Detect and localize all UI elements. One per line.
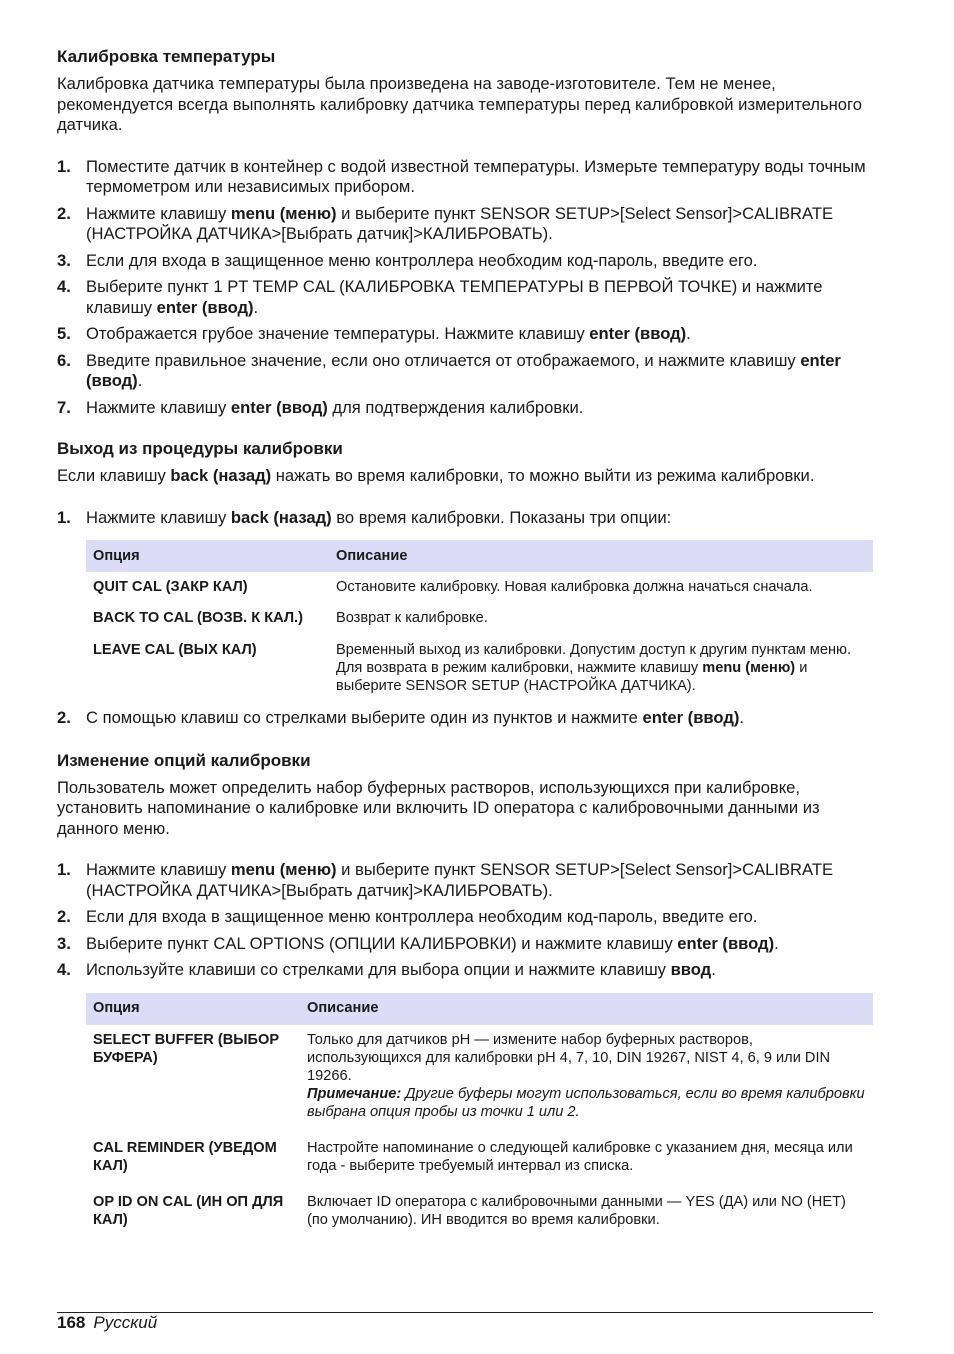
step-text: . xyxy=(686,324,691,343)
key-name: enter (ввод) xyxy=(230,397,328,417)
list-item xyxy=(57,351,873,392)
list-item xyxy=(57,934,873,955)
step-text: . xyxy=(774,933,779,953)
key-name: enter (ввод) xyxy=(589,324,687,343)
list-item xyxy=(57,907,873,928)
step-text: для подтверждения калибровки. xyxy=(327,397,584,417)
steps-list xyxy=(57,860,873,981)
table-row xyxy=(86,602,873,633)
step-text: . xyxy=(739,708,744,727)
option-name: OP ID ON CAL (ИН ОП ДЛЯ КАЛ) xyxy=(93,1193,284,1228)
step-text: Введите правильное значение, если оно отличается от отображаемого, и нажмите клавишу xyxy=(86,350,801,370)
step-text: Используйте клавиши со стрелками для выбора опции и нажмите клавишу xyxy=(86,960,671,979)
step-number: 4. xyxy=(57,960,71,979)
step-text: Нажмите клавишу xyxy=(86,397,231,417)
step-text: и выберите пункт SENSOR SETUP>[Select Sensor]>CALIBRATE (НАСТРОЙКА ДАТЧИКА>[Выбрать датчик]>КАЛИБРОВАТЬ). xyxy=(86,203,834,243)
section-heading-exit-calibration: Выход из процедуры калибровки xyxy=(57,439,343,458)
list-item xyxy=(57,157,873,198)
description-text: Временный выход из калибровки. Допустим доступ к другим пунктам меню. Для возврата в режим калибровки, нажмите клавишу xyxy=(336,642,852,676)
step-number: 1. xyxy=(57,507,71,527)
list-item xyxy=(57,398,873,419)
step-number: 3. xyxy=(57,250,71,270)
note xyxy=(307,1085,866,1121)
table-header-description: Описание xyxy=(300,993,873,1025)
table-row xyxy=(86,1025,873,1134)
key-name: menu (меню) xyxy=(702,660,796,676)
step-text: С помощью клавиш со стрелками выберите один из пунктов и нажмите xyxy=(86,708,643,727)
option-description: Настройте напоминание о следующей калибровке с указанием дня, месяца или года - выберите требуемый интервал из списка. xyxy=(307,1139,853,1174)
list-item xyxy=(57,204,873,245)
page-number: 168 xyxy=(57,1313,86,1332)
option-description xyxy=(329,633,873,701)
intro-text: Если клавишу xyxy=(57,466,171,485)
option-name: CAL REMINDER (УВЕДОМ КАЛ) xyxy=(93,1139,277,1174)
section-intro: Пользователь может определить набор буферных растворов, использующихся при калибровке, установить напоминание о калибровке или включить ID оператора с калибровочными данными из данного меню. xyxy=(57,777,820,838)
step-text: Нажмите клавишу xyxy=(86,203,231,223)
section-heading-calibration-options: Изменение опций калибровки xyxy=(57,750,311,770)
steps-list xyxy=(57,508,873,529)
step-text: Выберите пункт CAL OPTIONS (ОПЦИИ КАЛИБРОВКИ) и нажмите клавишу xyxy=(86,933,678,953)
table-header-option: Опция xyxy=(86,540,329,572)
list-item xyxy=(57,277,873,318)
steps-list xyxy=(57,157,873,419)
key-name: enter (ввод) xyxy=(86,350,841,390)
options-table-calibration xyxy=(86,993,873,1235)
step-number: 2. xyxy=(57,203,71,223)
footer-divider xyxy=(57,1312,873,1313)
step-text: Нажмите клавишу xyxy=(86,507,231,527)
step-number: 1. xyxy=(57,860,71,879)
key-name: back (назад) xyxy=(230,507,332,527)
step-text: Если для входа в защищенное меню контроллера необходим код-пароль, введите его. xyxy=(86,907,758,926)
option-name: SELECT BUFFER (ВЫБОР БУФЕРА) xyxy=(93,1031,280,1066)
section-intro xyxy=(57,466,873,487)
intro-text: нажать во время калибровки, то можно выйти из режима калибровки. xyxy=(271,466,815,485)
option-description: Возврат к калибровке. xyxy=(336,610,488,626)
section-intro: Калибровка датчика температуры была произведена на заводе-изготовителе. Тем не менее, рекомендуется всегда выполнять калибровку датчика температуры перед калибровкой измерительного датчика. xyxy=(57,74,862,134)
option-name: BACK TO CAL (ВОЗВ. К КАЛ.) xyxy=(93,610,303,626)
note-text: Другие буферы могут использоваться, если во время калибровки выбрана опция пробы из точки 1 или 2. xyxy=(307,1085,865,1120)
list-item xyxy=(57,324,873,345)
table-header-row xyxy=(86,540,873,572)
key-name: enter (ввод) xyxy=(156,297,254,317)
step-text: Нажмите клавишу xyxy=(86,860,231,879)
step-text: Если для входа в защищенное меню контроллера необходим код-пароль, введите его. xyxy=(86,250,758,270)
list-item xyxy=(57,960,873,981)
section-heading-temperature-calibration: Калибровка температуры xyxy=(57,47,276,66)
list-item xyxy=(57,708,873,729)
note-label: Примечание: xyxy=(307,1085,402,1102)
step-text: Выберите пункт 1 PT TEMP CAL (КАЛИБРОВКА ТЕМПЕРАТУРЫ В ПЕРВОЙ ТОЧКЕ) и нажмите клавишу xyxy=(86,277,823,317)
step-number: 7. xyxy=(57,397,71,417)
footer-language: Русский xyxy=(93,1313,158,1332)
step-number: 2. xyxy=(57,907,71,926)
key-name: enter (ввод) xyxy=(642,708,740,727)
steps-list xyxy=(57,708,873,729)
description-text: и выберите SENSOR SETUP (НАСТРОЙКА ДАТЧИКА). xyxy=(336,660,808,694)
step-number: 2. xyxy=(57,708,71,727)
step-text: и выберите пункт SENSOR SETUP>[Select Sensor]>CALIBRATE (НАСТРОЙКА ДАТЧИКА>[Выбрать датчик]>КАЛИБРОВАТЬ). xyxy=(86,860,834,900)
table-row xyxy=(86,1134,873,1188)
option-description: Остановите калибровку. Новая калибровка должна начаться сначала. xyxy=(336,579,813,595)
table-row xyxy=(86,1188,873,1235)
step-number: 4. xyxy=(57,277,71,296)
table-row xyxy=(86,633,873,701)
list-item xyxy=(57,508,873,529)
table-row xyxy=(86,572,873,602)
key-name: back (назад) xyxy=(170,466,272,485)
document-page xyxy=(57,46,873,1235)
table-header-row xyxy=(86,993,873,1025)
step-text: Отображается грубое значение температуры. Нажмите клавишу xyxy=(86,324,590,343)
step-text: . xyxy=(253,297,259,317)
table-header-description: Описание xyxy=(329,540,873,572)
option-description xyxy=(300,1025,873,1134)
step-number: 1. xyxy=(57,156,71,176)
list-item xyxy=(57,251,873,272)
page-footer xyxy=(57,1312,157,1334)
key-name: menu (меню) xyxy=(230,203,337,223)
option-name: LEAVE CAL (ВЫХ КАЛ) xyxy=(93,642,257,658)
step-text: . xyxy=(137,371,143,390)
description-text: Только для датчиков pH — измените набор буферных растворов, использующихся для калибровки pH 4, 7, 10, DIN 19267, NIST 4, 6, 9 или DIN 19266. xyxy=(307,1031,831,1084)
key-name: menu (меню) xyxy=(230,860,337,879)
step-number: 5. xyxy=(57,324,71,343)
key-name: ввод xyxy=(670,960,712,979)
step-text: во время калибровки. Показаны три опции: xyxy=(331,507,672,527)
option-description: Включает ID оператора с калибровочными данными — YES (ДА) или NO (НЕТ) (по умолчанию). ИН вводится во время калибровки. xyxy=(307,1193,846,1228)
key-name: enter (ввод) xyxy=(677,933,775,953)
step-number: 6. xyxy=(57,350,71,370)
list-item xyxy=(57,860,873,901)
table-header-option: Опция xyxy=(86,993,300,1025)
options-table-exit xyxy=(86,540,873,701)
step-text: . xyxy=(711,960,716,979)
option-name: QUIT CAL (ЗАКР КАЛ) xyxy=(93,579,248,595)
step-text: Поместите датчик в контейнер с водой известной температуры. Измерьте температуру воды точным термометром или независимых прибором. xyxy=(86,156,866,196)
step-number: 3. xyxy=(57,933,71,953)
